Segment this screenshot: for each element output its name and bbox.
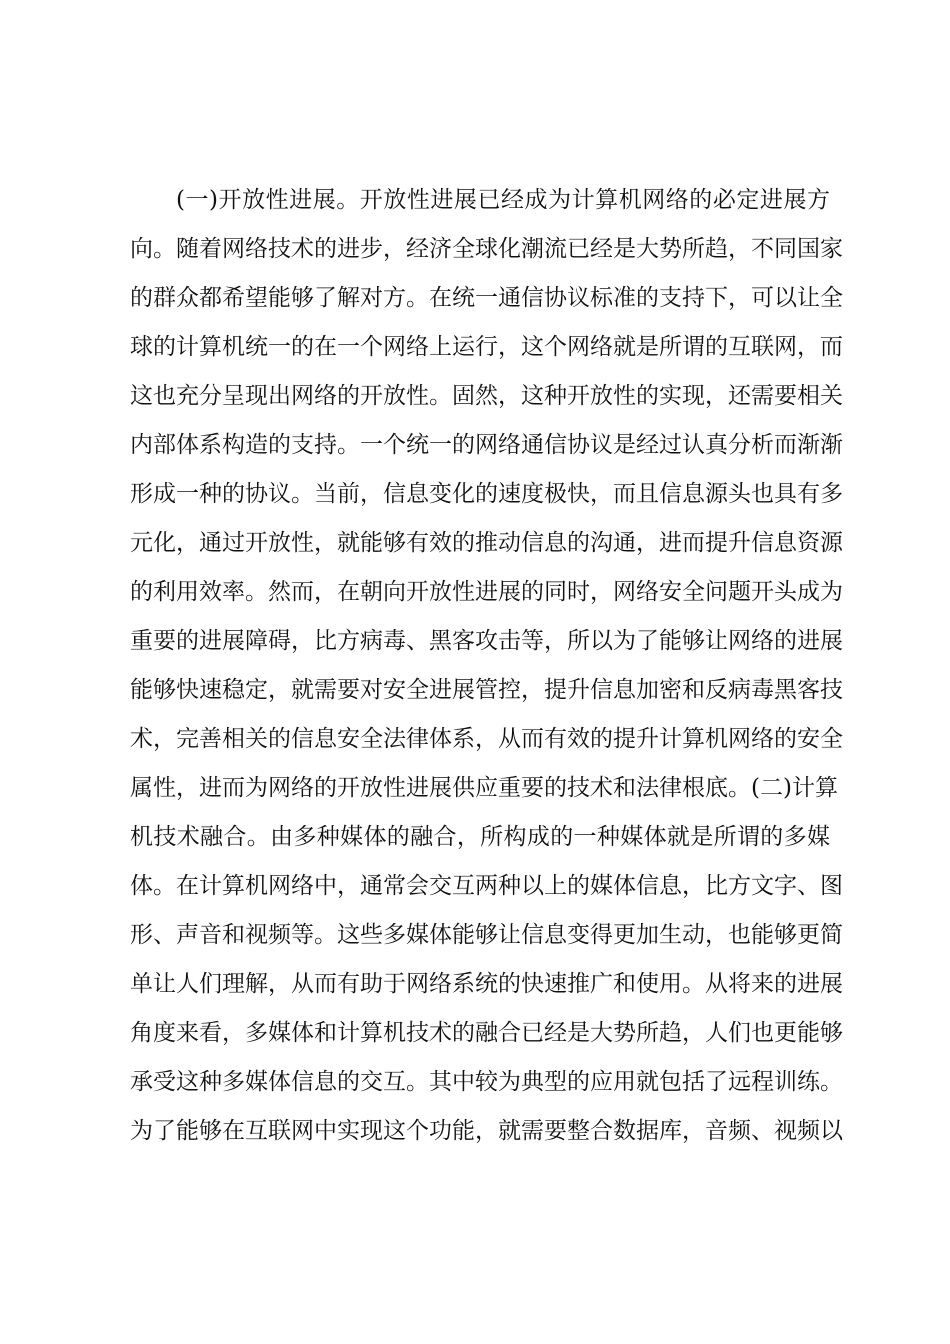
text-line-20: 为了能够在互联网中实现这个功能，就需要整合数据库，音频、视频以 [130,1118,843,1144]
text-line-5: 这也充分呈现出网络的开放性。固然，这种开放性的实现，还需要相关 [130,383,843,409]
text-line-1: (一)开放性进展。开放性进展已经成为计算机网络的必定进展方 [176,187,830,213]
text-line-10: 重要的进展障碍，比方病毒、黑客攻击等，所以为了能够让网络的进展 [130,628,843,654]
body-text [130,176,843,1156]
text-line-15: 体。在计算机网络中，通常会交互两种以上的媒体信息，比方文字、图 [130,873,843,899]
text-line-3: 的群众都希望能够了解对方。在统一通信协议标准的支持下，可以让全 [130,285,843,311]
text-line-9: 的利用效率。然而，在朝向开放性进展的同时，网络安全问题开头成为 [130,579,843,605]
text-line-6: 内部体系构造的支持。一个统一的网络通信协议是经过认真分析而渐渐 [130,432,843,458]
text-line-11: 能够快速稳定，就需要对安全进展管控，提升信息加密和反病毒黑客技 [130,677,843,703]
text-line-19: 承受这种多媒体信息的交互。其中较为典型的应用就包括了远程训练。 [130,1069,843,1095]
text-line-14: 机技术融合。由多种媒体的融合，所构成的一种媒体就是所谓的多媒 [130,824,830,850]
text-line-12: 术，完善相关的信息安全法律体系，从而有效的提升计算机网络的安全 [130,726,843,752]
text-line-8: 元化，通过开放性，就能够有效的推动信息的沟通，进而提升信息资源 [130,530,843,556]
text-line-18: 角度来看，多媒体和计算机技术的融合已经是大势所趋，人们也更能够 [130,1020,843,1046]
text-line-17: 单让人们理解，从而有助于网络系统的快速推广和使用。从将来的进展 [130,971,843,997]
text-line-13: 属性，进而为网络的开放性进展供应重要的技术和法律根底。(二)计算 [130,775,838,801]
text-line-2: 向。随着网络技术的进步，经济全球化潮流已经是大势所趋，不同国家 [130,236,843,262]
text-line-16: 形、声音和视频等。这些多媒体能够让信息变得更加生动，也能够更简 [130,922,843,948]
text-line-7: 形成一种的协议。当前，信息变化的速度极快，而且信息源头也具有多 [130,481,843,507]
text-line-4: 球的计算机统一的在一个网络上运行，这个网络就是所谓的互联网，而 [130,334,843,360]
